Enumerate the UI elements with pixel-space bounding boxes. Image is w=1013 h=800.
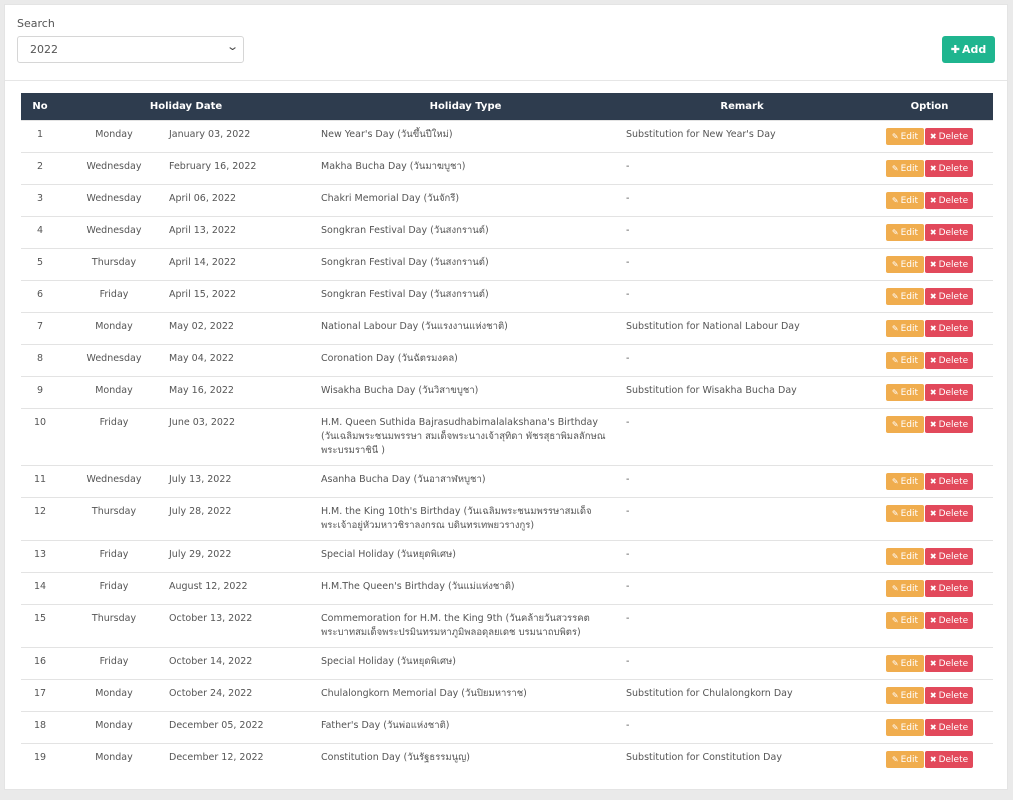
table-row xyxy=(21,280,993,312)
close-icon: ✖ xyxy=(929,508,937,518)
row-number: 14 xyxy=(21,572,59,604)
table-row xyxy=(21,465,993,497)
table-row xyxy=(21,376,993,408)
delete-button-label: Delete xyxy=(938,583,969,594)
delete-button-label: Delete xyxy=(938,508,969,519)
option-cell xyxy=(866,604,993,647)
pencil-icon: ✎ xyxy=(891,690,899,700)
holiday-type: Father's Day (วันพ่อแห่งชาติ) xyxy=(313,711,618,743)
table-row xyxy=(21,216,993,248)
edit-button-label: Edit xyxy=(900,754,919,765)
edit-button[interactable] xyxy=(886,288,924,305)
pencil-icon: ✎ xyxy=(891,508,899,518)
row-number: 2 xyxy=(21,152,59,184)
holiday-date: April 14, 2022 xyxy=(169,256,237,268)
header-holiday-date: Holiday Date xyxy=(149,100,223,112)
year-select[interactable] xyxy=(17,36,244,63)
delete-button[interactable] xyxy=(925,473,973,490)
row-number: 8 xyxy=(21,344,59,376)
edit-button[interactable] xyxy=(886,160,924,177)
holiday-date: December 05, 2022 xyxy=(169,719,264,731)
remark: - xyxy=(618,711,866,743)
holiday-type: Wisakha Bucha Day (วันวิสาขบูชา) xyxy=(313,376,618,408)
close-icon: ✖ xyxy=(929,195,937,205)
holiday-date: February 16, 2022 xyxy=(169,160,257,172)
holiday-type: Asanha Bucha Day (วันอาสาฬหบูชา) xyxy=(313,465,618,497)
edit-button[interactable] xyxy=(886,128,924,145)
option-cell xyxy=(866,152,993,184)
table-row xyxy=(21,120,993,152)
holiday-type: Coronation Day (วันฉัตรมงคล) xyxy=(313,344,618,376)
weekday: Friday xyxy=(99,548,129,560)
plus-icon: ✚ xyxy=(950,43,960,56)
weekday: Wednesday xyxy=(86,160,142,172)
pencil-icon: ✎ xyxy=(891,323,899,333)
edit-button[interactable] xyxy=(886,655,924,672)
header-option: Option xyxy=(910,100,949,112)
edit-button[interactable] xyxy=(886,320,924,337)
close-icon: ✖ xyxy=(929,323,937,333)
table-header xyxy=(21,93,993,120)
option-cell xyxy=(866,743,993,775)
holiday-date: October 13, 2022 xyxy=(169,612,253,624)
weekday: Monday xyxy=(95,719,133,731)
table-body xyxy=(21,120,993,775)
delete-button-label: Delete xyxy=(938,419,969,430)
close-icon: ✖ xyxy=(929,259,937,269)
holiday-type: Songkran Festival Day (วันสงกรานต์) xyxy=(313,248,618,280)
pencil-icon: ✎ xyxy=(891,754,899,764)
option-cell xyxy=(866,711,993,743)
table-header-row xyxy=(21,93,993,120)
close-icon: ✖ xyxy=(929,722,937,732)
table-row xyxy=(21,248,993,280)
edit-button[interactable] xyxy=(886,224,924,241)
edit-button[interactable] xyxy=(886,473,924,490)
weekday: Thursday xyxy=(91,612,137,624)
close-icon: ✖ xyxy=(929,658,937,668)
delete-button-label: Delete xyxy=(938,227,969,238)
option-cell xyxy=(866,540,993,572)
row-number: 12 xyxy=(21,497,59,540)
holiday-type: Songkran Festival Day (วันสงกรานต์) xyxy=(313,216,618,248)
remark: - xyxy=(618,540,866,572)
holiday-date: May 16, 2022 xyxy=(169,384,234,396)
weekday: Monday xyxy=(95,384,133,396)
holiday-date: October 24, 2022 xyxy=(169,687,253,699)
option-cell xyxy=(866,120,993,152)
table-row xyxy=(21,604,993,647)
edit-button-label: Edit xyxy=(900,690,919,701)
pencil-icon: ✎ xyxy=(891,227,899,237)
pencil-icon: ✎ xyxy=(891,163,899,173)
edit-button[interactable] xyxy=(886,192,924,209)
delete-button-label: Delete xyxy=(938,355,969,366)
remark: Substitution for Chulalongkorn Day xyxy=(618,679,866,711)
delete-button[interactable] xyxy=(925,384,973,401)
option-cell xyxy=(866,465,993,497)
pencil-icon: ✎ xyxy=(891,419,899,429)
row-number: 11 xyxy=(21,465,59,497)
edit-button-label: Edit xyxy=(900,163,919,174)
close-icon: ✖ xyxy=(929,615,937,625)
row-number: 15 xyxy=(21,604,59,647)
add-button-label: Add xyxy=(961,43,987,56)
delete-button[interactable] xyxy=(925,719,973,736)
row-number: 6 xyxy=(21,280,59,312)
close-icon: ✖ xyxy=(929,387,937,397)
delete-button-label: Delete xyxy=(938,387,969,398)
holiday-date-cell xyxy=(59,248,313,280)
add-button[interactable] xyxy=(942,36,995,63)
table-row xyxy=(21,540,993,572)
pencil-icon: ✎ xyxy=(891,259,899,269)
delete-button[interactable] xyxy=(925,505,973,522)
header-holiday-type: Holiday Type xyxy=(429,100,502,112)
weekday: Friday xyxy=(99,580,129,592)
edit-button-label: Edit xyxy=(900,355,919,366)
pencil-icon: ✎ xyxy=(891,658,899,668)
holiday-date-cell xyxy=(59,312,313,344)
remark: Substitution for New Year's Day xyxy=(618,120,866,152)
holiday-date: July 28, 2022 xyxy=(169,505,232,517)
pencil-icon: ✎ xyxy=(891,476,899,486)
table-row xyxy=(21,408,993,465)
holiday-date-cell xyxy=(59,572,313,604)
close-icon: ✖ xyxy=(929,227,937,237)
delete-button-label: Delete xyxy=(938,476,969,487)
delete-button[interactable] xyxy=(925,612,973,629)
remark: - xyxy=(618,344,866,376)
remark: - xyxy=(618,604,866,647)
remark: - xyxy=(618,184,866,216)
table-row xyxy=(21,344,993,376)
row-number: 10 xyxy=(21,408,59,465)
delete-button-label: Delete xyxy=(938,754,969,765)
holiday-date: June 03, 2022 xyxy=(169,416,236,428)
weekday: Wednesday xyxy=(86,192,142,204)
holiday-table xyxy=(21,93,993,775)
remark: Substitution for Constitution Day xyxy=(618,743,866,775)
delete-button-label: Delete xyxy=(938,131,969,142)
remark: - xyxy=(618,152,866,184)
delete-button[interactable] xyxy=(925,548,973,565)
holiday-date: July 29, 2022 xyxy=(169,548,232,560)
option-cell xyxy=(866,280,993,312)
delete-button-label: Delete xyxy=(938,195,969,206)
row-number: 9 xyxy=(21,376,59,408)
option-cell xyxy=(866,312,993,344)
delete-button[interactable] xyxy=(925,288,973,305)
option-cell xyxy=(866,184,993,216)
table-row xyxy=(21,679,993,711)
edit-button-label: Edit xyxy=(900,131,919,142)
holiday-date-cell xyxy=(59,280,313,312)
row-number: 4 xyxy=(21,216,59,248)
holiday-date: April 13, 2022 xyxy=(169,224,237,236)
pencil-icon: ✎ xyxy=(891,387,899,397)
holiday-type: H.M. Queen Suthida Bajrasudhabimalalakshana's Birthday (วันเฉลิมพระชนมพรรษา สมเด็จพระนางเจ้าสุทิดา พัชรสุธาพิมลลักษณ พระบรมราชินี ) xyxy=(313,408,618,465)
row-number: 13 xyxy=(21,540,59,572)
pencil-icon: ✎ xyxy=(891,722,899,732)
holiday-date: January 03, 2022 xyxy=(169,128,251,140)
remark: Substitution for Wisakha Bucha Day xyxy=(618,376,866,408)
option-cell xyxy=(866,248,993,280)
close-icon: ✖ xyxy=(929,754,937,764)
edit-button-label: Edit xyxy=(900,259,919,270)
holiday-date-cell xyxy=(59,465,313,497)
pencil-icon: ✎ xyxy=(891,195,899,205)
weekday: Monday xyxy=(95,751,133,763)
table-row xyxy=(21,312,993,344)
remark: Substitution for National Labour Day xyxy=(618,312,866,344)
edit-button-label: Edit xyxy=(900,419,919,430)
edit-button-label: Edit xyxy=(900,291,919,302)
edit-button-label: Edit xyxy=(900,615,919,626)
holiday-date-cell xyxy=(59,152,313,184)
row-number: 19 xyxy=(21,743,59,775)
row-number: 7 xyxy=(21,312,59,344)
delete-button[interactable] xyxy=(925,352,973,369)
close-icon: ✖ xyxy=(929,355,937,365)
chevron-down-icon: ⌄ xyxy=(225,40,239,53)
delete-button-label: Delete xyxy=(938,551,969,562)
edit-button[interactable] xyxy=(886,612,924,629)
edit-button[interactable] xyxy=(886,751,924,768)
delete-button[interactable] xyxy=(925,416,973,433)
edit-button[interactable] xyxy=(886,580,924,597)
option-cell xyxy=(866,216,993,248)
holiday-type: Chulalongkorn Memorial Day (วันปิยมหาราช) xyxy=(313,679,618,711)
holiday-date: April 06, 2022 xyxy=(169,192,237,204)
holiday-date-cell xyxy=(59,376,313,408)
holiday-date-cell xyxy=(59,408,313,465)
remark: - xyxy=(618,408,866,465)
edit-button-label: Edit xyxy=(900,722,919,733)
edit-button[interactable] xyxy=(886,719,924,736)
holiday-type: Makha Bucha Day (วันมาฆบูชา) xyxy=(313,152,618,184)
holiday-type: Constitution Day (วันรัฐธรรมนูญ) xyxy=(313,743,618,775)
remark: - xyxy=(618,497,866,540)
search-label: Search xyxy=(17,17,55,30)
holiday-date-cell xyxy=(59,120,313,152)
delete-button[interactable] xyxy=(925,160,973,177)
holiday-date-cell xyxy=(59,743,313,775)
table-row xyxy=(21,152,993,184)
holiday-date: May 04, 2022 xyxy=(169,352,234,364)
pencil-icon: ✎ xyxy=(891,615,899,625)
weekday: Friday xyxy=(99,416,129,428)
holiday-panel xyxy=(4,4,1008,790)
edit-button[interactable] xyxy=(886,352,924,369)
close-icon: ✖ xyxy=(929,291,937,301)
option-cell xyxy=(866,408,993,465)
holiday-date: April 15, 2022 xyxy=(169,288,237,300)
year-select-value: 2022 xyxy=(30,43,58,56)
close-icon: ✖ xyxy=(929,163,937,173)
weekday: Wednesday xyxy=(86,473,142,485)
holiday-type: New Year's Day (วันขึ้นปีใหม่) xyxy=(313,120,618,152)
table-row xyxy=(21,743,993,775)
holiday-type: H.M. the King 10th's Birthday (วันเฉลิมพระชนมพรรษาสมเด็จพระเจ้าอยู่หัวมหาวชิราลงกรณ บดินทรเทพยวรางกูร) xyxy=(313,497,618,540)
edit-button[interactable] xyxy=(886,384,924,401)
edit-button[interactable] xyxy=(886,687,924,704)
option-cell xyxy=(866,679,993,711)
delete-button-label: Delete xyxy=(938,259,969,270)
row-number: 18 xyxy=(21,711,59,743)
table-row xyxy=(21,572,993,604)
close-icon: ✖ xyxy=(929,583,937,593)
delete-button-label: Delete xyxy=(938,323,969,334)
close-icon: ✖ xyxy=(929,131,937,141)
holiday-type: Chakri Memorial Day (วันจักรี) xyxy=(313,184,618,216)
remark: - xyxy=(618,647,866,679)
remark: - xyxy=(618,248,866,280)
holiday-date-cell xyxy=(59,647,313,679)
holiday-type: National Labour Day (วันแรงงานแห่งชาติ) xyxy=(313,312,618,344)
holiday-type: H.M.The Queen's Birthday (วันแม่แห่งชาติ) xyxy=(313,572,618,604)
table-row xyxy=(21,184,993,216)
row-number: 5 xyxy=(21,248,59,280)
delete-button[interactable] xyxy=(925,687,973,704)
option-cell xyxy=(866,647,993,679)
search-area xyxy=(5,5,1007,81)
edit-button-label: Edit xyxy=(900,508,919,519)
delete-button[interactable] xyxy=(925,751,973,768)
weekday: Monday xyxy=(95,128,133,140)
delete-button-label: Delete xyxy=(938,291,969,302)
pencil-icon: ✎ xyxy=(891,355,899,365)
edit-button-label: Edit xyxy=(900,658,919,669)
delete-button-label: Delete xyxy=(938,615,969,626)
delete-button[interactable] xyxy=(925,256,973,273)
row-number: 16 xyxy=(21,647,59,679)
holiday-date-cell xyxy=(59,711,313,743)
delete-button[interactable] xyxy=(925,128,973,145)
delete-button[interactable] xyxy=(925,320,973,337)
edit-button-label: Edit xyxy=(900,476,919,487)
weekday: Thursday xyxy=(91,505,137,517)
edit-button[interactable] xyxy=(886,505,924,522)
row-number: 17 xyxy=(21,679,59,711)
delete-button-label: Delete xyxy=(938,690,969,701)
delete-button-label: Delete xyxy=(938,722,969,733)
holiday-date-cell xyxy=(59,540,313,572)
option-cell xyxy=(866,572,993,604)
holiday-date-cell xyxy=(59,184,313,216)
close-icon: ✖ xyxy=(929,476,937,486)
holiday-type: Commemoration for H.M. the King 9th (วันคล้ายวันสวรรคต พระบาทสมเด็จพระปรมินทรมหาภูมิพลอดุลยเดช บรมนาถบพิตร) xyxy=(313,604,618,647)
weekday: Friday xyxy=(99,288,129,300)
holiday-date: October 14, 2022 xyxy=(169,655,253,667)
pencil-icon: ✎ xyxy=(891,131,899,141)
edit-button[interactable] xyxy=(886,256,924,273)
weekday: Monday xyxy=(95,687,133,699)
holiday-date: August 12, 2022 xyxy=(169,580,248,592)
edit-button-label: Edit xyxy=(900,195,919,206)
weekday: Wednesday xyxy=(86,224,142,236)
table-row xyxy=(21,497,993,540)
edit-button[interactable] xyxy=(886,548,924,565)
edit-button-label: Edit xyxy=(900,583,919,594)
delete-button[interactable] xyxy=(925,655,973,672)
holiday-date-cell xyxy=(59,604,313,647)
row-number: 3 xyxy=(21,184,59,216)
table-row xyxy=(21,711,993,743)
delete-button-label: Delete xyxy=(938,163,969,174)
pencil-icon: ✎ xyxy=(891,291,899,301)
header-no: No xyxy=(32,100,48,112)
weekday: Monday xyxy=(95,320,133,332)
close-icon: ✖ xyxy=(929,419,937,429)
holiday-date: May 02, 2022 xyxy=(169,320,234,332)
pencil-icon: ✎ xyxy=(891,551,899,561)
remark: - xyxy=(618,216,866,248)
delete-button-label: Delete xyxy=(938,658,969,669)
remark: - xyxy=(618,280,866,312)
holiday-date-cell xyxy=(59,344,313,376)
holiday-date-cell xyxy=(59,216,313,248)
table-row xyxy=(21,647,993,679)
row-number: 1 xyxy=(21,120,59,152)
holiday-type: Songkran Festival Day (วันสงกรานต์) xyxy=(313,280,618,312)
weekday: Thursday xyxy=(91,256,137,268)
header-remark: Remark xyxy=(720,100,764,112)
holiday-date: December 12, 2022 xyxy=(169,751,264,763)
holiday-date: July 13, 2022 xyxy=(169,473,232,485)
holiday-date-cell xyxy=(59,497,313,540)
delete-button[interactable] xyxy=(925,192,973,209)
edit-button-label: Edit xyxy=(900,227,919,238)
option-cell xyxy=(866,497,993,540)
holiday-date-cell xyxy=(59,679,313,711)
edit-button[interactable] xyxy=(886,416,924,433)
holiday-type: Special Holiday (วันหยุดพิเศษ) xyxy=(313,540,618,572)
remark: - xyxy=(618,572,866,604)
close-icon: ✖ xyxy=(929,690,937,700)
weekday: Wednesday xyxy=(86,352,142,364)
delete-button[interactable] xyxy=(925,580,973,597)
weekday: Friday xyxy=(99,655,129,667)
option-cell xyxy=(866,344,993,376)
option-cell xyxy=(866,376,993,408)
holiday-type: Special Holiday (วันหยุดพิเศษ) xyxy=(313,647,618,679)
edit-button-label: Edit xyxy=(900,323,919,334)
pencil-icon: ✎ xyxy=(891,583,899,593)
remark: - xyxy=(618,465,866,497)
delete-button[interactable] xyxy=(925,224,973,241)
close-icon: ✖ xyxy=(929,551,937,561)
edit-button-label: Edit xyxy=(900,387,919,398)
edit-button-label: Edit xyxy=(900,551,919,562)
